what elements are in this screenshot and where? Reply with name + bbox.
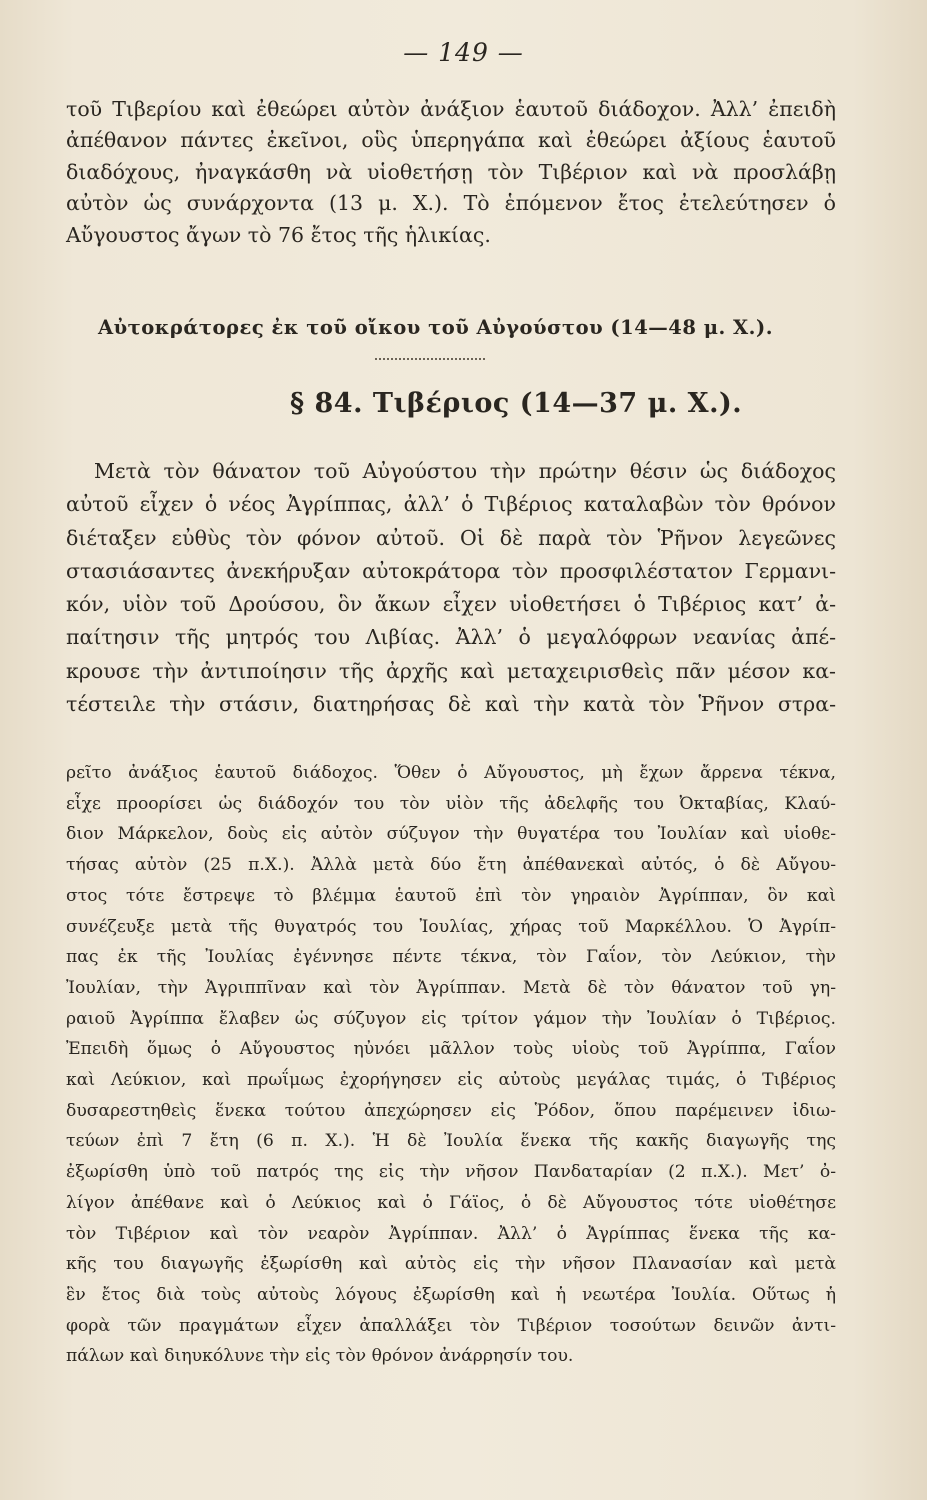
footnote-line: λίγον ἀπέθανε καὶ ὁ Λεύκιος καὶ ὁ Γάϊος, ὁ δὲ Αὔγουστος τότε υἱοθέτησε — [66, 1192, 836, 1213]
footnote-line: τήσας αὐτὸν (25 π.Χ.). Ἀλλὰ μετὰ δύο ἔτη ἀπέθανεκαὶ αὐτός, ὁ δὲ Αὔγου- — [66, 855, 836, 876]
page-number: — 149 — — [403, 38, 524, 67]
text-line: κρουσε τὴν ἀντιποίησιν τῆς ἀρχῆς καὶ μεταχειρισθεὶς πᾶν μέσον κα- — [66, 658, 836, 683]
footnote-line: συνέζευξε μετὰ τῆς θυγατρός του Ἰουλίας, χήρας τοῦ Μαρκέλλου. Ὁ Ἀγρίπ- — [66, 916, 836, 937]
footnote-line: φορὰ τῶν πραγμάτων εἶχεν ἀπαλλάξει τὸν Τιβέριον τοσούτων δεινῶν ἀντι- — [66, 1315, 836, 1336]
section-heading: § 84. Τιβέριος (14—37 μ. Χ.). — [290, 388, 743, 419]
footnote-line: κῆς του διαγωγῆς ἐξωρίσθη καὶ αὐτὸς εἰς τὴν νῆσον Πλανασίαν καὶ μετὰ — [66, 1254, 836, 1275]
text-line: τοῦ Τιβερίου καὶ ἐθεώρει αὐτὸν ἀνάξιον ἑαυτοῦ διάδοχον. Ἀλλ’ ἐπειδὴ — [66, 97, 836, 121]
footnote-line: ρεῖτο ἀνάξιος ἑαυτοῦ διάδοχος. Ὅθεν ὁ Αὔγουστος, μὴ ἔχων ἄρρενα τέκνα, — [66, 763, 836, 783]
footnotes — [66, 758, 836, 1372]
footnote-line: ραιοῦ Ἀγρίππα ἔλαβεν ὡς σύζυγον εἰς τρίτον γάμον τὴν Ἰουλίαν ὁ Τιβέριος. — [66, 1008, 836, 1029]
footnote-line: Ἰουλίαν, τὴν Ἀγριππῖναν καὶ τὸν Ἀγρίππαν. Μετὰ δὲ τὸν θάνατον τοῦ γη- — [66, 977, 836, 998]
footnote-line: εἶχε προορίσει ὡς διάδοχόν του τὸν υἱὸν τῆς ἀδελφῆς του Ὀκταβίας, Κλαύ- — [66, 793, 836, 814]
text-line: τέστειλε τὴν στάσιν, διατηρήσας δὲ καὶ τὴν κατὰ τὸν Ῥῆνον στρα- — [66, 692, 836, 717]
footnote-line: διον Μάρκελον, δοὺς εἰς αὐτὸν σύζυγον τὴν θυγατέρα του Ἰουλίαν καὶ υἱοθε- — [66, 824, 836, 845]
paragraph-2 — [66, 455, 836, 721]
footnote-line: Ἐπειδὴ ὅμως ὁ Αὔγουστος ηὐνόει μᾶλλον τοὺς υἱοὺς τοῦ Ἀγρίππα, Γαΐον — [66, 1039, 836, 1060]
text-line: αὐτὸν ὡς συνάρχοντα (13 μ. Χ.). Τὸ ἑπόμενον ἔτος ἐτελεύτησεν ὁ — [66, 191, 836, 216]
text-line: διαδόχους, ἠναγκάσθη νὰ υἱοθετήσῃ τὸν Τιβέριον καὶ νὰ προσλάβῃ — [66, 159, 836, 184]
footnote-line: στος τότε ἔστρεψε τὸ βλέμμα ἑαυτοῦ ἐπὶ τὸν γηραιὸν Ἀγρίππαν, ὃν καὶ — [66, 885, 836, 906]
text-line: κόν, υἱὸν τοῦ Δρούσου, ὃν ἄκων εἶχεν υἱοθετήσει ὁ Τιβέριος κατ’ ἀ- — [66, 592, 836, 617]
text-line: στασιάσαντες ἀνεκήρυξαν αὐτοκράτορα τὸν προσφιλέστατον Γερμανι- — [66, 558, 836, 583]
paragraph-1 — [66, 94, 836, 251]
dotted-divider — [375, 358, 485, 360]
text-line: παίτησιν τῆς μητρός του Λιβίας. Ἀλλ’ ὁ μεγαλόφρων νεανίας ἀπέ- — [66, 625, 836, 650]
text-line: διέταξεν εὐθὺς τὸν φόνον αὐτοῦ. Οἱ δὲ παρὰ τὸν Ῥῆνον λεγεῶνες — [66, 525, 836, 550]
text-line: αὐτοῦ εἶχεν ὁ νέος Ἀγρίππας, ἀλλ’ ὁ Τιβέριος καταλαβὼν τὸν θρόνον — [66, 492, 836, 517]
footnote-line: πάλων καὶ διηυκόλυνε τὴν εἰς τὸν θρόνον ἀνάρρησίν του. — [66, 1346, 574, 1367]
text-line: Μετὰ τὸν θάνατον τοῦ Αὐγούστου τὴν πρώτην θέσιν ὡς διάδοχος — [94, 459, 836, 483]
footnote-line: τὸν Τιβέριον καὶ τὸν νεαρὸν Ἀγρίππαν. Ἀλλ’ ὁ Ἀγρίππας ἕνεκα τῆς κα- — [66, 1223, 836, 1244]
footnote-line: τεύων ἐπὶ 7 ἔτη (6 π. Χ.). Ἡ δὲ Ἰουλία ἕνεκα τῆς κακῆς διαγωγῆς της — [66, 1131, 836, 1152]
footnote-line: δυσαρεστηθεὶς ἕνεκα τούτου ἀπεχώρησεν εἰς Ῥόδον, ὅπου παρέμεινεν ἰδιω- — [66, 1100, 836, 1121]
text-line: ἀπέθανον πάντες ἐκεῖνοι, οὓς ὑπερηγάπα καὶ ἐθεώρει ἀξίους ἑαυτοῦ — [66, 128, 836, 153]
text-line: Αὔγουστος ἄγων τὸ 76 ἔτος τῆς ἡλικίας. — [66, 222, 491, 247]
dynasty-subheading: Αὐτοκράτορες ἐκ τοῦ οἴκου τοῦ Αὐγούστου (14—48 μ. Χ.). — [98, 316, 773, 339]
footnote-line: ἓν ἔτος διὰ τοὺς αὐτοὺς λόγους ἐξωρίσθη καὶ ἡ νεωτέρα Ἰουλία. Οὕτως ἡ — [66, 1284, 836, 1305]
footnote-line: ἐξωρίσθη ὑπὸ τοῦ πατρός της εἰς τὴν νῆσον Πανδαταρίαν (2 π.Χ.). Μετ’ ὀ- — [66, 1162, 836, 1183]
footnote-line: πας ἐκ τῆς Ἰουλίας ἐγέννησε πέντε τέκνα, τὸν Γαΐον, τὸν Λεύκιον, τὴν — [66, 947, 836, 968]
footnote-line: καὶ Λεύκιον, καὶ πρωΐμως ἐχορήγησεν εἰς αὐτοὺς μεγάλας τιμάς, ὁ Τιβέριος — [66, 1070, 836, 1091]
